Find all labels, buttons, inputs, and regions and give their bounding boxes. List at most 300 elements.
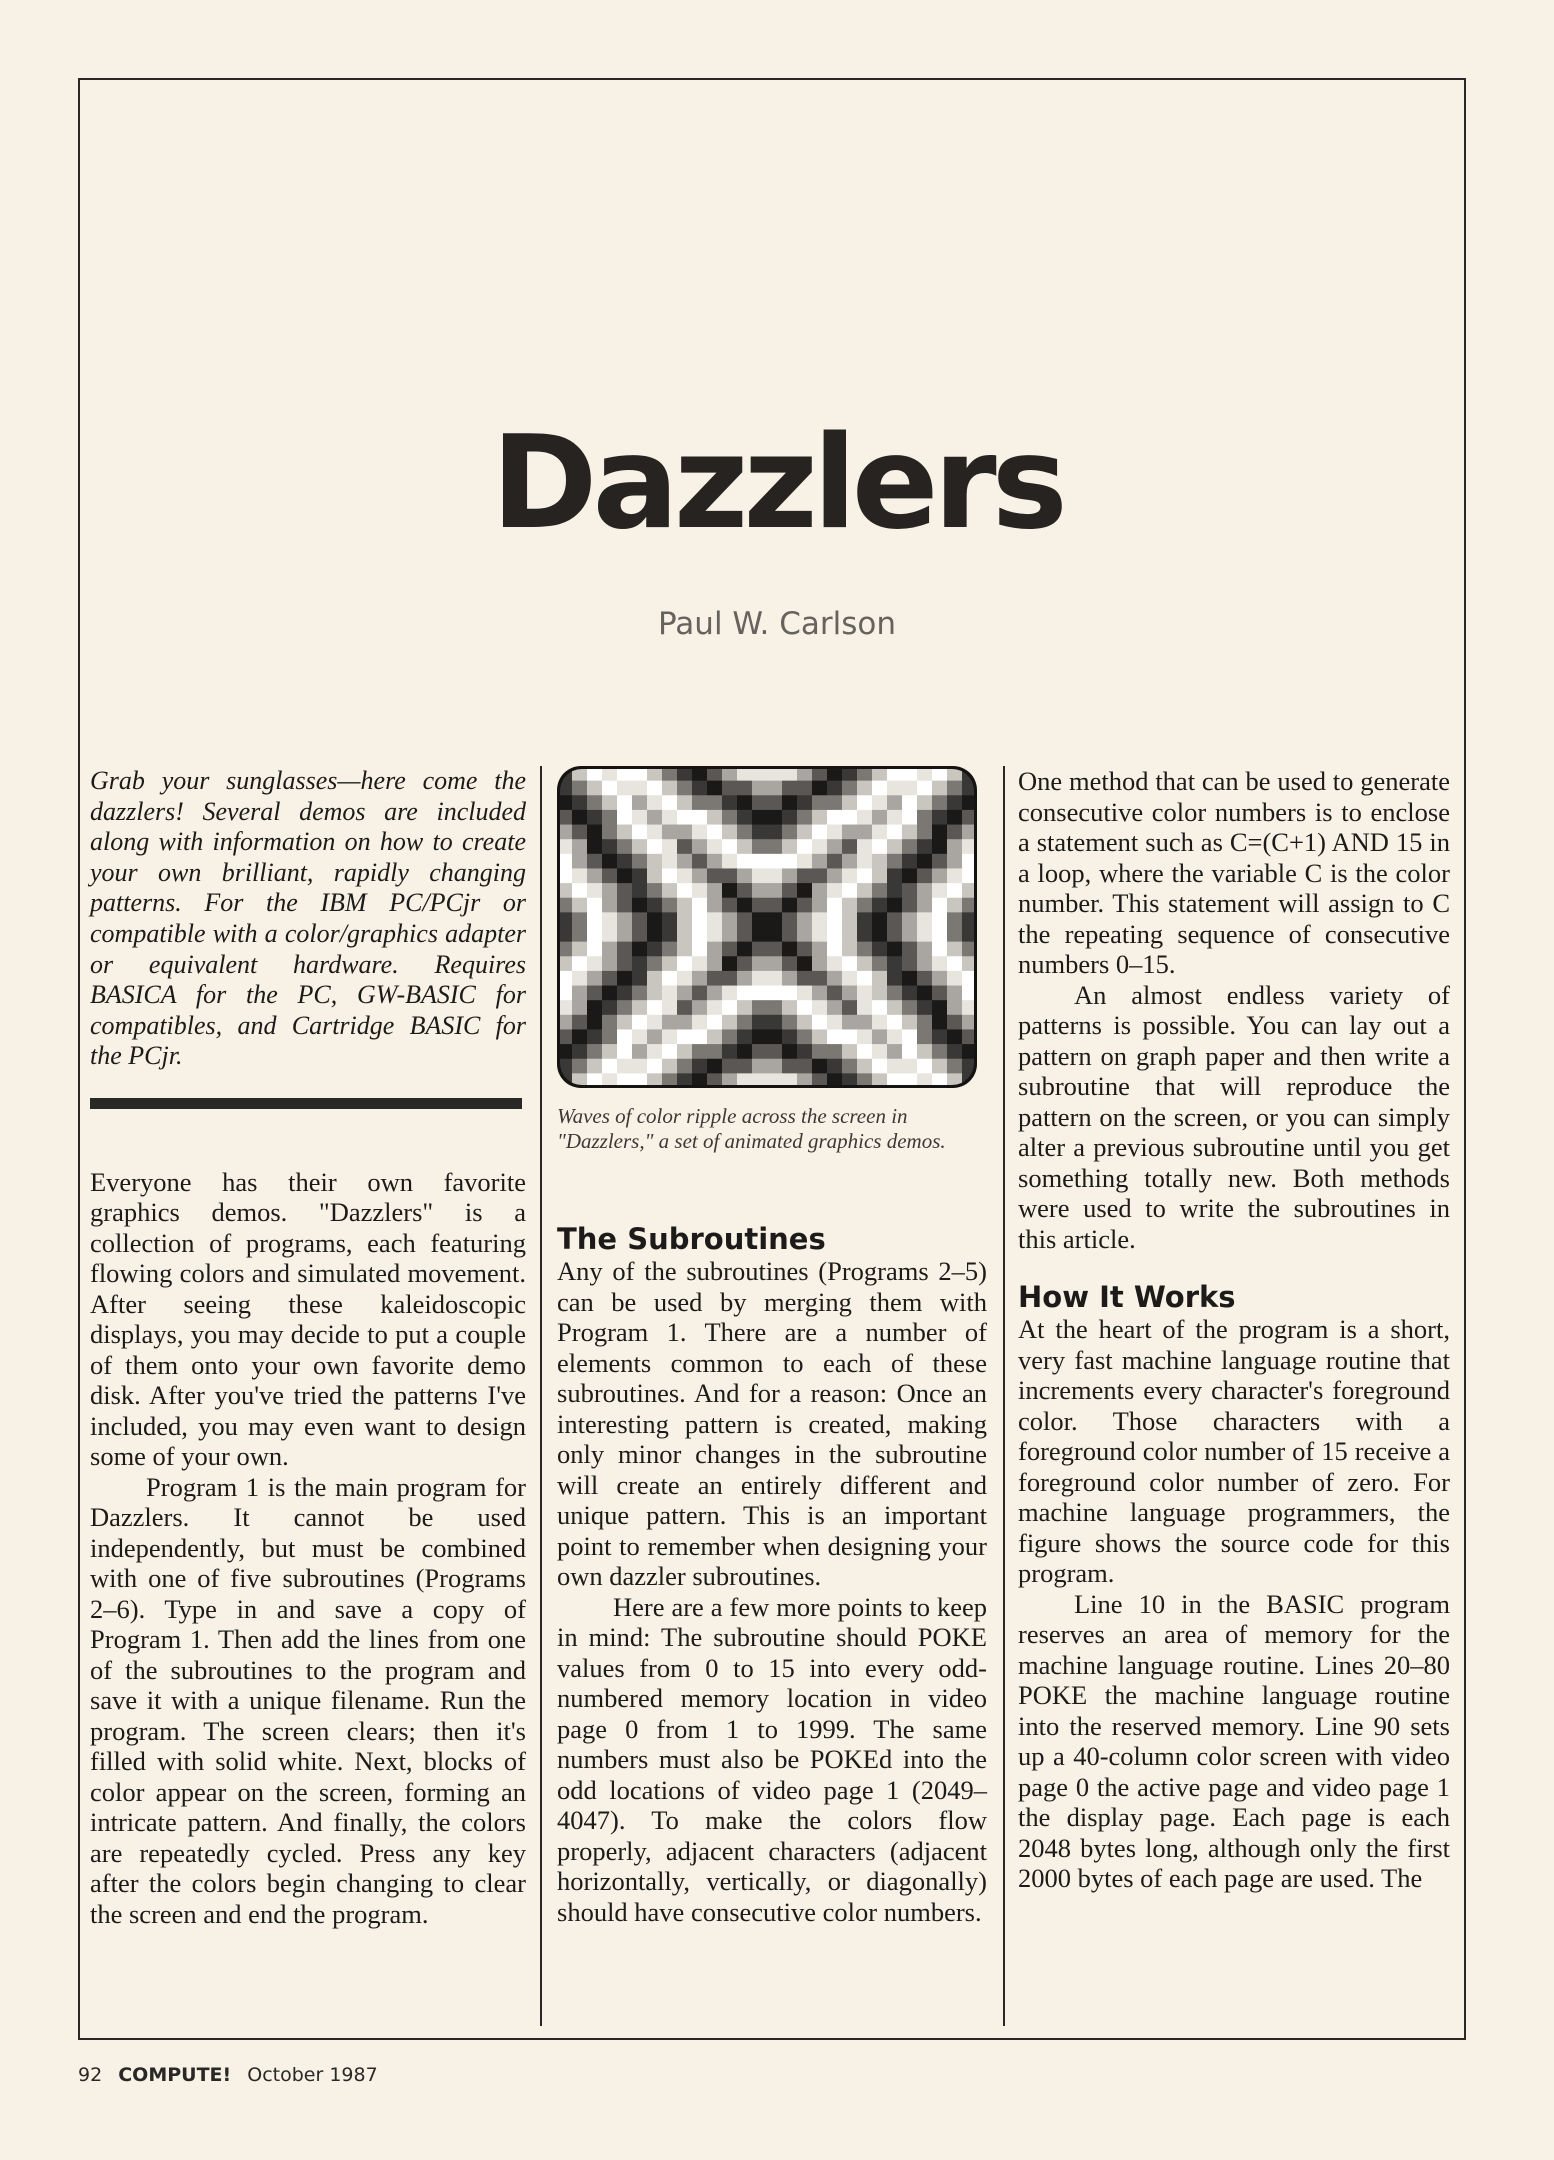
pattern-block: [707, 986, 722, 1001]
pattern-block: [692, 810, 707, 825]
pattern-block: [767, 898, 782, 913]
pattern-block: [812, 854, 827, 869]
pattern-block: [632, 1059, 647, 1074]
pattern-block: [662, 1000, 677, 1015]
pattern-block: [677, 854, 692, 869]
pattern-block: [752, 839, 767, 854]
pattern-block: [632, 927, 647, 942]
pattern-block: [782, 1000, 797, 1015]
pattern-block: [632, 1015, 647, 1030]
pattern-block: [887, 883, 902, 898]
pattern-block: [917, 956, 932, 971]
pattern-block: [827, 971, 842, 986]
pattern-block: [617, 1029, 632, 1044]
pattern-block: [632, 1044, 647, 1059]
pattern-block: [812, 956, 827, 971]
pattern-block: [767, 1044, 782, 1059]
pattern-block: [887, 825, 902, 840]
pattern-block: [797, 854, 812, 869]
pattern-block: [602, 868, 617, 883]
pattern-block: [797, 898, 812, 913]
pattern-block: [902, 927, 917, 942]
pattern-block: [692, 912, 707, 927]
pattern-block: [902, 1059, 917, 1074]
pattern-block: [887, 868, 902, 883]
pattern-block: [797, 971, 812, 986]
pattern-block: [707, 1029, 722, 1044]
pattern-block: [707, 956, 722, 971]
pattern-block: [752, 956, 767, 971]
pattern-block: [587, 1015, 602, 1030]
pattern-block: [812, 986, 827, 1001]
pattern-block: [827, 942, 842, 957]
pattern-block: [662, 883, 677, 898]
pattern-block: [767, 1029, 782, 1044]
pattern-block: [902, 795, 917, 810]
pattern-block: [947, 868, 962, 883]
pattern-block: [692, 839, 707, 854]
pattern-block: [587, 1044, 602, 1059]
pattern-block: [737, 1015, 752, 1030]
pattern-block: [647, 795, 662, 810]
pattern-block: [632, 810, 647, 825]
pattern-block: [767, 883, 782, 898]
pattern-block: [572, 986, 587, 1001]
article-author: Paul W. Carlson: [658, 606, 896, 642]
pattern-block: [842, 986, 857, 1001]
pattern-block: [587, 825, 602, 840]
pattern-block: [872, 1029, 887, 1044]
pattern-block: [947, 898, 962, 913]
pattern-block: [902, 883, 917, 898]
pattern-block: [932, 912, 947, 927]
pattern-block: [782, 942, 797, 957]
pattern-block: [737, 868, 752, 883]
pattern-block: [752, 986, 767, 1001]
pattern-block: [917, 781, 932, 796]
pattern-block: [932, 781, 947, 796]
pattern-block: [767, 971, 782, 986]
pattern-block: [782, 1029, 797, 1044]
pattern-block: [752, 942, 767, 957]
pattern-block: [602, 883, 617, 898]
pattern-block: [572, 781, 587, 796]
pattern-block: [707, 795, 722, 810]
pattern-block: [842, 971, 857, 986]
pattern-block: [782, 927, 797, 942]
pattern-block: [692, 898, 707, 913]
pattern-block: [722, 1000, 737, 1015]
pattern-block: [572, 1015, 587, 1030]
pattern-block: [677, 781, 692, 796]
pattern-block: [827, 986, 842, 1001]
pattern-block: [602, 986, 617, 1001]
pattern-block: [872, 1059, 887, 1074]
pattern-block: [872, 971, 887, 986]
pattern-block: [947, 795, 962, 810]
pattern-block: [767, 781, 782, 796]
pattern-block: [632, 825, 647, 840]
pattern-block: [692, 971, 707, 986]
pattern-block: [662, 795, 677, 810]
pattern-block: [812, 1044, 827, 1059]
pattern-block: [872, 839, 887, 854]
pattern-block: [722, 781, 737, 796]
pattern-block: [737, 825, 752, 840]
pattern-block: [767, 810, 782, 825]
pattern-block: [932, 986, 947, 1001]
pattern-block: [812, 839, 827, 854]
page-number: 92: [78, 2064, 103, 2086]
pattern-block: [632, 854, 647, 869]
pattern-block: [767, 986, 782, 1001]
pattern-block: [752, 927, 767, 942]
pattern-block: [872, 795, 887, 810]
pattern-block: [812, 898, 827, 913]
pattern-block: [632, 956, 647, 971]
pattern-block: [782, 898, 797, 913]
article-intro: Grab your sunglasses—here come the dazzlers! Several demos are included along with information on how to create your own brilliant, rapidly changing patterns. For the IBM PC/PCjr or compatible with a color/graphics adapter or equivalent hardware. Requires BASICA for the PC, GW-BASIC for compatibles, and Cartridge BASIC for the PCjr.: [90, 766, 526, 1071]
pattern-block: [887, 1015, 902, 1030]
pattern-block: [932, 1059, 947, 1074]
pattern-block: [602, 839, 617, 854]
pattern-block: [677, 810, 692, 825]
pattern-block: [827, 781, 842, 796]
pattern-block: [647, 971, 662, 986]
pattern-block: [902, 854, 917, 869]
pattern-block: [812, 912, 827, 927]
pattern-block: [662, 942, 677, 957]
pattern-block: [947, 810, 962, 825]
pattern-block: [602, 942, 617, 957]
magazine-name: COMPUTE!: [118, 2064, 232, 2086]
pattern-block: [782, 956, 797, 971]
pattern-block: [587, 971, 602, 986]
pattern-block: [722, 1059, 737, 1074]
pattern-block: [797, 1044, 812, 1059]
pattern-block: [632, 1000, 647, 1015]
pattern-block: [872, 956, 887, 971]
pattern-block: [872, 825, 887, 840]
pattern-block: [677, 912, 692, 927]
pattern-block: [707, 854, 722, 869]
pattern-block: [812, 942, 827, 957]
pattern-block: [767, 854, 782, 869]
pattern-block: [677, 1059, 692, 1074]
pattern-block: [782, 825, 797, 840]
pattern-block: [737, 854, 752, 869]
pattern-block: [677, 868, 692, 883]
pattern-block: [902, 839, 917, 854]
pattern-block: [572, 795, 587, 810]
pattern-block: [887, 971, 902, 986]
pattern-block: [587, 912, 602, 927]
pattern-block: [602, 956, 617, 971]
pattern-block: [587, 868, 602, 883]
pattern-block: [572, 1059, 587, 1074]
pattern-block: [662, 868, 677, 883]
pattern-block: [782, 810, 797, 825]
pattern-block: [692, 781, 707, 796]
pattern-block: [587, 883, 602, 898]
pattern-block: [917, 927, 932, 942]
pattern-block: [602, 927, 617, 942]
pattern-block: [692, 1044, 707, 1059]
pattern-block: [947, 1059, 962, 1074]
column-2: [557, 766, 987, 1927]
pattern-block: [797, 927, 812, 942]
pattern-block: [572, 854, 587, 869]
pattern-block: [752, 912, 767, 927]
pattern-block: [647, 781, 662, 796]
pattern-block: [932, 1015, 947, 1030]
pattern-block: [827, 854, 842, 869]
pattern-block: [947, 986, 962, 1001]
pattern-block: [812, 1000, 827, 1015]
pattern-block: [842, 956, 857, 971]
pattern-block: [572, 1000, 587, 1015]
pattern-block: [947, 1029, 962, 1044]
pattern-block: [767, 956, 782, 971]
pattern-block: [842, 1000, 857, 1015]
pattern-block: [602, 912, 617, 927]
pattern-block: [872, 810, 887, 825]
pattern-block: [647, 839, 662, 854]
pattern-block: [632, 839, 647, 854]
pattern-block: [677, 1000, 692, 1015]
pattern-block: [617, 854, 632, 869]
pattern-block: [842, 1015, 857, 1030]
pattern-block: [767, 1015, 782, 1030]
pattern-block: [917, 825, 932, 840]
pattern-block: [767, 942, 782, 957]
pattern-block: [827, 912, 842, 927]
pattern-block: [767, 868, 782, 883]
pattern-block: [947, 912, 962, 927]
pattern-block: [812, 825, 827, 840]
pattern-block: [722, 956, 737, 971]
pattern-block: [857, 1029, 872, 1044]
pattern-block: [602, 1029, 617, 1044]
pattern-block: [707, 825, 722, 840]
pattern-block: [677, 1044, 692, 1059]
pattern-block: [572, 971, 587, 986]
pattern-block: [677, 956, 692, 971]
pattern-block: [902, 825, 917, 840]
pattern-block: [902, 781, 917, 796]
pattern-block: [722, 1015, 737, 1030]
pattern-block: [917, 986, 932, 1001]
pattern-block: [902, 956, 917, 971]
pattern-block: [797, 1029, 812, 1044]
pattern-block: [932, 927, 947, 942]
pattern-block: [827, 810, 842, 825]
pattern-block: [737, 986, 752, 1001]
pattern-block: [632, 883, 647, 898]
pattern-block: [752, 868, 767, 883]
pattern-block: [572, 839, 587, 854]
pattern-block: [872, 942, 887, 957]
pattern-block: [902, 1044, 917, 1059]
pattern-block: [857, 971, 872, 986]
pattern-block: [932, 883, 947, 898]
pattern-block: [902, 1000, 917, 1015]
pattern-block: [737, 956, 752, 971]
pattern-block: [692, 854, 707, 869]
pattern-block: [722, 986, 737, 1001]
pattern-block: [617, 942, 632, 957]
pattern-block: [872, 883, 887, 898]
pattern-block: [647, 956, 662, 971]
pattern-block: [947, 854, 962, 869]
pattern-block: [572, 956, 587, 971]
pattern-block: [677, 971, 692, 986]
pattern-block: [737, 971, 752, 986]
pattern-block: [887, 942, 902, 957]
pattern-block: [647, 810, 662, 825]
pattern-block: [887, 781, 902, 796]
pattern-block: [947, 825, 962, 840]
pattern-block: [587, 898, 602, 913]
pattern-block: [932, 868, 947, 883]
pattern-block: [827, 1015, 842, 1030]
pattern-block: [782, 912, 797, 927]
pattern-block: [722, 1044, 737, 1059]
pattern-block: [857, 883, 872, 898]
pattern-block: [782, 868, 797, 883]
pattern-block: [677, 825, 692, 840]
pattern-block: [602, 854, 617, 869]
pattern-block: [617, 1044, 632, 1059]
pattern-block: [827, 825, 842, 840]
pattern-block: [797, 912, 812, 927]
pattern-block: [902, 810, 917, 825]
pattern-block: [632, 942, 647, 957]
pattern-block: [677, 883, 692, 898]
pattern-block: [722, 971, 737, 986]
pattern-block: [737, 883, 752, 898]
pattern-block: [947, 883, 962, 898]
pattern-block: [647, 912, 662, 927]
body-paragraph: Any of the subroutines (Programs 2–5) can be used by merging them with Program 1. There are a number of elements common to each of these subroutines. And for a reason: Once an interesting pattern is created, making only minor changes in the subroutine will create an entirely different and unique pattern. This is an important point to remember when designing your own dazzler subroutines.: [557, 1256, 987, 1591]
pattern-block: [662, 1029, 677, 1044]
pattern-block: [707, 1044, 722, 1059]
pattern-block: [647, 986, 662, 1001]
pattern-block: [842, 883, 857, 898]
pattern-block: [752, 1029, 767, 1044]
pattern-block: [677, 927, 692, 942]
pattern-block: [572, 912, 587, 927]
article-title: Dazzlers: [491, 409, 1063, 558]
pattern-block: [917, 795, 932, 810]
pattern-block: [617, 1059, 632, 1074]
pattern-block: [662, 898, 677, 913]
pattern-block: [857, 1000, 872, 1015]
pattern-block: [812, 795, 827, 810]
pattern-block: [947, 1044, 962, 1059]
pattern-block: [857, 868, 872, 883]
pattern-block: [737, 795, 752, 810]
pattern-block: [857, 956, 872, 971]
figure-caption: Waves of color ripple across the screen in "Dazzlers," a set of animated graphics demos.: [557, 1104, 946, 1153]
pattern-block: [902, 898, 917, 913]
pattern-block: [842, 927, 857, 942]
pattern-block: [857, 825, 872, 840]
pattern-block: [647, 868, 662, 883]
pattern-block: [857, 795, 872, 810]
pattern-block: [647, 1000, 662, 1015]
pattern-block: [722, 810, 737, 825]
pattern-block: [602, 898, 617, 913]
pattern-block: [647, 825, 662, 840]
pattern-block: [932, 942, 947, 957]
pattern-block: [647, 898, 662, 913]
pattern-block: [812, 1015, 827, 1030]
pattern-block: [737, 1000, 752, 1015]
pattern-block: [842, 839, 857, 854]
pattern-block: [917, 1044, 932, 1059]
pattern-block: [797, 781, 812, 796]
page-footer: [78, 2064, 378, 2086]
pattern-block: [842, 1029, 857, 1044]
pattern-block: [587, 839, 602, 854]
pattern-block: [842, 898, 857, 913]
pattern-block: [812, 810, 827, 825]
pattern-block: [617, 795, 632, 810]
pattern-block: [587, 1059, 602, 1074]
pattern-block: [917, 868, 932, 883]
pattern-block: [707, 1059, 722, 1074]
pattern-block: [857, 912, 872, 927]
pattern-block: [722, 839, 737, 854]
pattern-block: [692, 795, 707, 810]
pattern-block: [782, 1059, 797, 1074]
pattern-block: [677, 1029, 692, 1044]
pattern-block: [707, 839, 722, 854]
pattern-block: [587, 927, 602, 942]
pattern-block: [662, 1059, 677, 1074]
column-3: [1018, 766, 1450, 1894]
pattern-block: [827, 927, 842, 942]
body-paragraph: Everyone has their own favorite graphics demos. "Dazzlers" is a collection of programs, each featuring flowing colors and simulated movement. After seeing these kaleidoscopic displays, you may decide to put a couple of them onto your own favorite demo disk. After you've tried the patterns I've included, you may even want to design some of your own.: [90, 1166, 526, 1472]
pattern-block: [887, 986, 902, 1001]
section-heading-how-it-works: How It Works: [1018, 1280, 1236, 1314]
pattern-block: [932, 1000, 947, 1015]
pattern-block: [662, 854, 677, 869]
pattern-block: [722, 825, 737, 840]
pattern-block: [842, 854, 857, 869]
pattern-block: [812, 971, 827, 986]
pattern-block: [677, 839, 692, 854]
pattern-block: [752, 854, 767, 869]
pattern-block: [767, 839, 782, 854]
pattern-block: [797, 868, 812, 883]
pattern-block: [782, 1044, 797, 1059]
pattern-block: [947, 781, 962, 796]
pattern-block: [737, 898, 752, 913]
pattern-block: [827, 795, 842, 810]
pattern-block: [692, 956, 707, 971]
pattern-block: [692, 942, 707, 957]
pattern-block: [827, 956, 842, 971]
pattern-block: [767, 927, 782, 942]
pattern-block: [602, 971, 617, 986]
pattern-block: [647, 1015, 662, 1030]
pattern-block: [842, 912, 857, 927]
pattern-block: [632, 781, 647, 796]
pattern-block: [662, 1044, 677, 1059]
pattern-block: [617, 781, 632, 796]
